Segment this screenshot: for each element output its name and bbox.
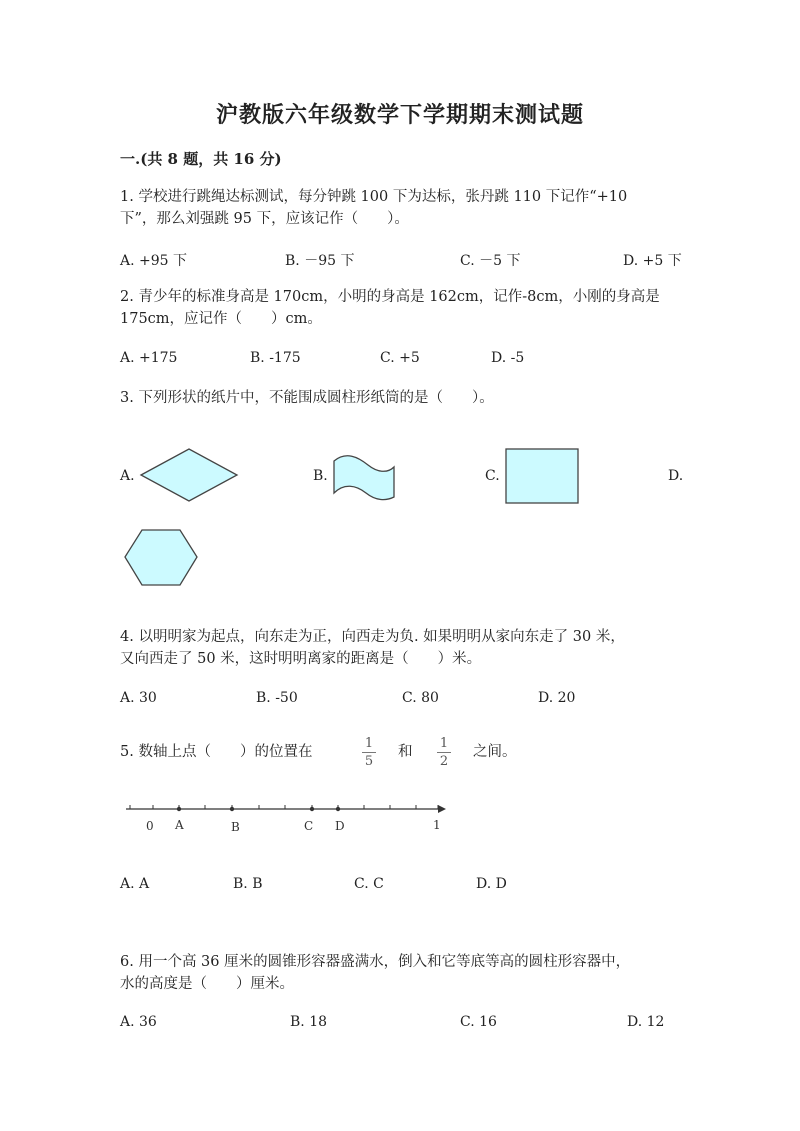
question-6-line-1: 6. 用一个高 36 厘米的圆锥形容器盛满水，倒入和它等底等高的圆柱形容器中，: [120, 954, 631, 970]
rhombus-shape: [138, 446, 240, 504]
question-2-line-2: 175cm，应记作（ ）cm。: [120, 311, 322, 327]
question-2-option-b: B. -175: [250, 350, 301, 366]
hexagon-shape: [122, 527, 200, 589]
question-2-option-c: C. +5: [380, 350, 420, 366]
point-a-dot: [177, 807, 181, 811]
question-2-line-1: 2. 青少年的标准身高是 170cm，小明的身高是 162cm，记作-8cm，小刚的身高是: [120, 289, 660, 305]
question-5-prefix: 5. 数轴上点（ ）的位置在: [120, 744, 313, 760]
page-title: 沪教版六年级数学下学期期末测试题: [215, 102, 584, 128]
question-1-option-d: D. +5 下: [623, 253, 682, 269]
question-6-option-c: C. 16: [460, 1014, 497, 1030]
question-1-line-2: 下”，那么刘强跳 95 下，应该记作（ ）。: [120, 211, 409, 227]
numberline-label-b: B: [231, 820, 240, 834]
question-5-option-b: B. B: [233, 876, 263, 892]
numberline-label-0: 0: [146, 819, 154, 833]
fraction-one-fifth: [362, 736, 376, 769]
fraction-denominator: 5: [364, 754, 374, 769]
rectangle-shape: [504, 447, 580, 505]
question-3-option-a: A.: [120, 468, 135, 484]
question-6-line-2: 水的高度是（ ）厘米。: [120, 976, 294, 992]
question-4-line-1: 4. 以明明家为起点，向东走为正，向西走为负. 如果明明从家向东走了 30 米，: [120, 629, 625, 645]
question-5-suffix: 之间。: [473, 744, 517, 760]
question-6-option-a: A. 36: [120, 1014, 157, 1030]
question-3-option-c: C.: [485, 468, 500, 484]
question-5-and: 和: [398, 744, 413, 760]
fraction-one-half: [437, 736, 451, 769]
point-c-dot: [310, 807, 314, 811]
question-5-option-c: C. C: [354, 876, 384, 892]
question-5-option-d: D. D: [476, 876, 507, 892]
question-2-option-a: A. +175: [120, 350, 178, 366]
number-line: [120, 798, 450, 838]
question-4-option-a: A. 30: [120, 690, 157, 706]
question-1-option-a: A. +95 下: [120, 253, 188, 269]
numberline-label-1: 1: [433, 818, 441, 832]
numberline-label-a: A: [175, 818, 184, 832]
fraction-numerator: 1: [439, 736, 449, 751]
point-d-dot: [336, 807, 340, 811]
question-3-line-1: 3. 下列形状的纸片中，不能围成圆柱形纸筒的是（ ）。: [120, 390, 494, 406]
question-4-option-b: B. -50: [256, 690, 298, 706]
question-4-option-d: D. 20: [538, 690, 576, 706]
point-b-dot: [230, 807, 234, 811]
question-4-line-2: 又向西走了 50 米，这时明明离家的距离是（ ）米。: [120, 651, 482, 667]
section-heading: 一.(共 8 题，共 16 分): [120, 150, 282, 168]
fraction-denominator: 2: [439, 754, 449, 769]
question-2-option-d: D. -5: [491, 350, 525, 366]
numberline-label-c: C: [304, 819, 314, 833]
question-6-option-d: D. 12: [627, 1014, 665, 1030]
wavy-paper-shape: [330, 453, 398, 501]
numberline-label-d: D: [335, 819, 345, 833]
fraction-numerator: 1: [364, 736, 374, 751]
question-6-option-b: B. 18: [290, 1014, 328, 1030]
question-1-option-b: B. －95 下: [285, 253, 355, 269]
question-1-option-c: C. －5 下: [460, 253, 521, 269]
question-5-option-a: A. A: [120, 876, 150, 892]
question-3-option-d: D.: [668, 468, 684, 484]
question-3-option-b: B.: [313, 468, 328, 484]
question-4-option-c: C. 80: [402, 690, 439, 706]
question-1-line-1: 1. 学校进行跳绳达标测试，每分钟跳 100 下为达标，张丹跳 110 下记作“+10: [120, 189, 628, 205]
